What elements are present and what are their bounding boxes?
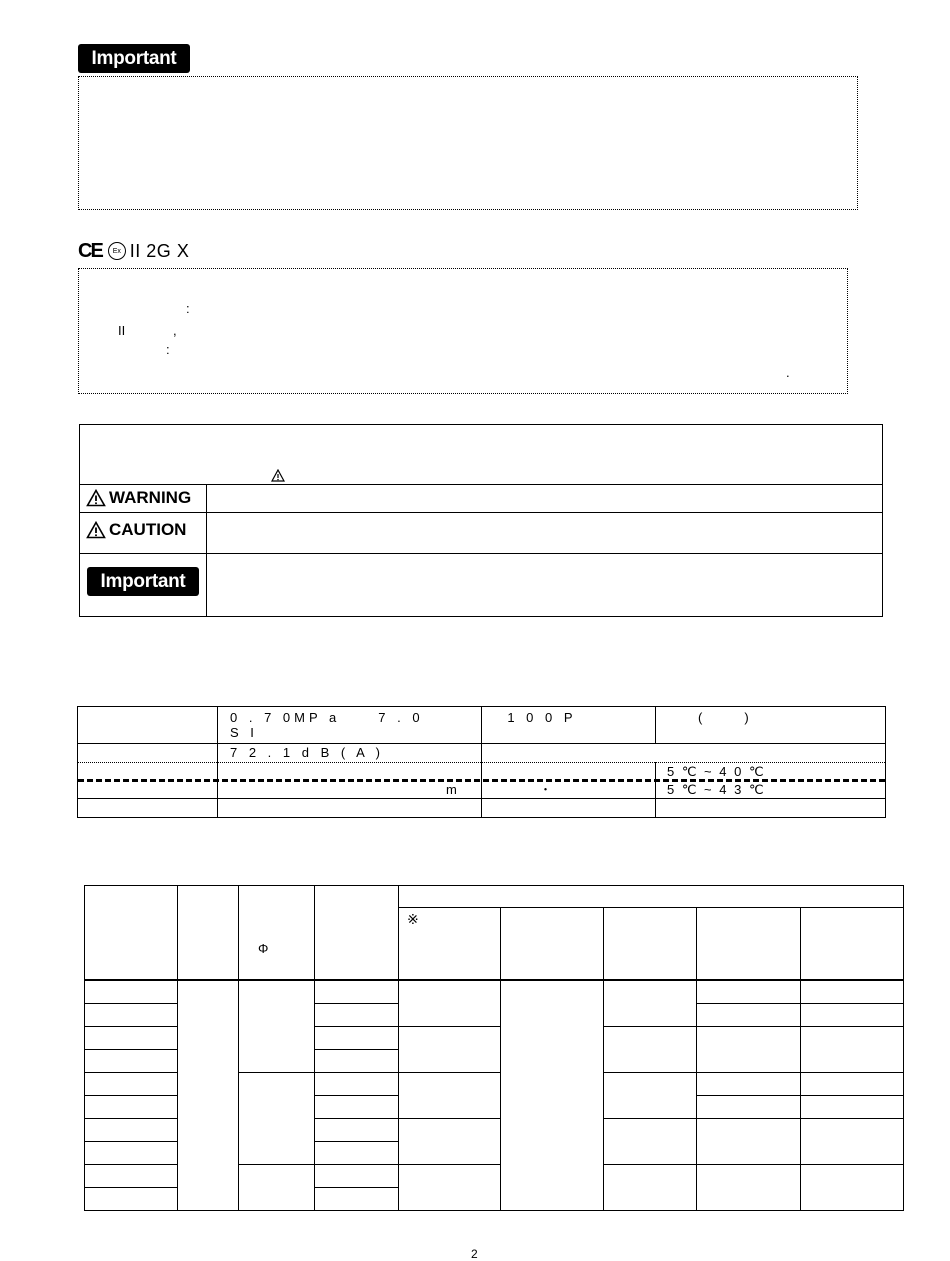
- warning-triangle-icon: [86, 489, 106, 507]
- safety-signal-table: [79, 424, 883, 617]
- atex-dot: .: [786, 365, 790, 380]
- warning-triangle-icon: [271, 469, 285, 482]
- atex-comma: ,: [173, 323, 177, 338]
- ex-hexagon-icon: Ex: [108, 242, 126, 260]
- caution-triangle-icon: [86, 521, 106, 539]
- atex-roman: II: [118, 323, 126, 338]
- spec-pressure-value: 0 . 7 0MP a 7 . 0 1 0 0 P: [230, 710, 577, 725]
- important-row: [80, 554, 882, 616]
- warning-label: WARNING: [109, 488, 192, 507]
- warning-signal-cell: [80, 485, 207, 512]
- ce-mark: CE: [78, 239, 102, 262]
- caution-signal-cell: [80, 513, 207, 553]
- model-table: [84, 885, 904, 1211]
- important-badge-top: Important: [78, 44, 190, 73]
- signal-intro-row: [80, 425, 882, 485]
- caution-label: CAUTION: [109, 520, 187, 539]
- caution-row: [80, 513, 882, 554]
- atex-marking: [78, 240, 189, 262]
- spec-pressure-unit: S I: [230, 725, 258, 740]
- warning-row: [80, 485, 882, 513]
- atex-category: II 2G X: [129, 240, 190, 261]
- atex-colon-1: :: [186, 301, 190, 316]
- phi-symbol: Φ: [258, 941, 269, 956]
- spec-unit-m: m: [446, 782, 457, 797]
- page-number: 2: [471, 1247, 478, 1261]
- spec-noise: 7 2 . 1 d B ( A ): [230, 745, 384, 760]
- important-notice-box: [78, 76, 858, 210]
- atex-colon-2: :: [166, 342, 170, 357]
- note-mark: ※: [407, 911, 419, 927]
- atex-notice-box: [78, 268, 848, 394]
- spec-dot: ・: [539, 782, 553, 797]
- spec-temp-2: 5 ℃ ~ 4 3 ℃: [667, 782, 766, 797]
- spec-bracket: ( ): [698, 710, 753, 725]
- spec-table: [77, 706, 886, 818]
- important-signal-cell: [80, 554, 207, 616]
- spec-temp-1: 5 ℃ ~ 4 0 ℃: [667, 764, 766, 779]
- important-badge: Important: [87, 567, 199, 596]
